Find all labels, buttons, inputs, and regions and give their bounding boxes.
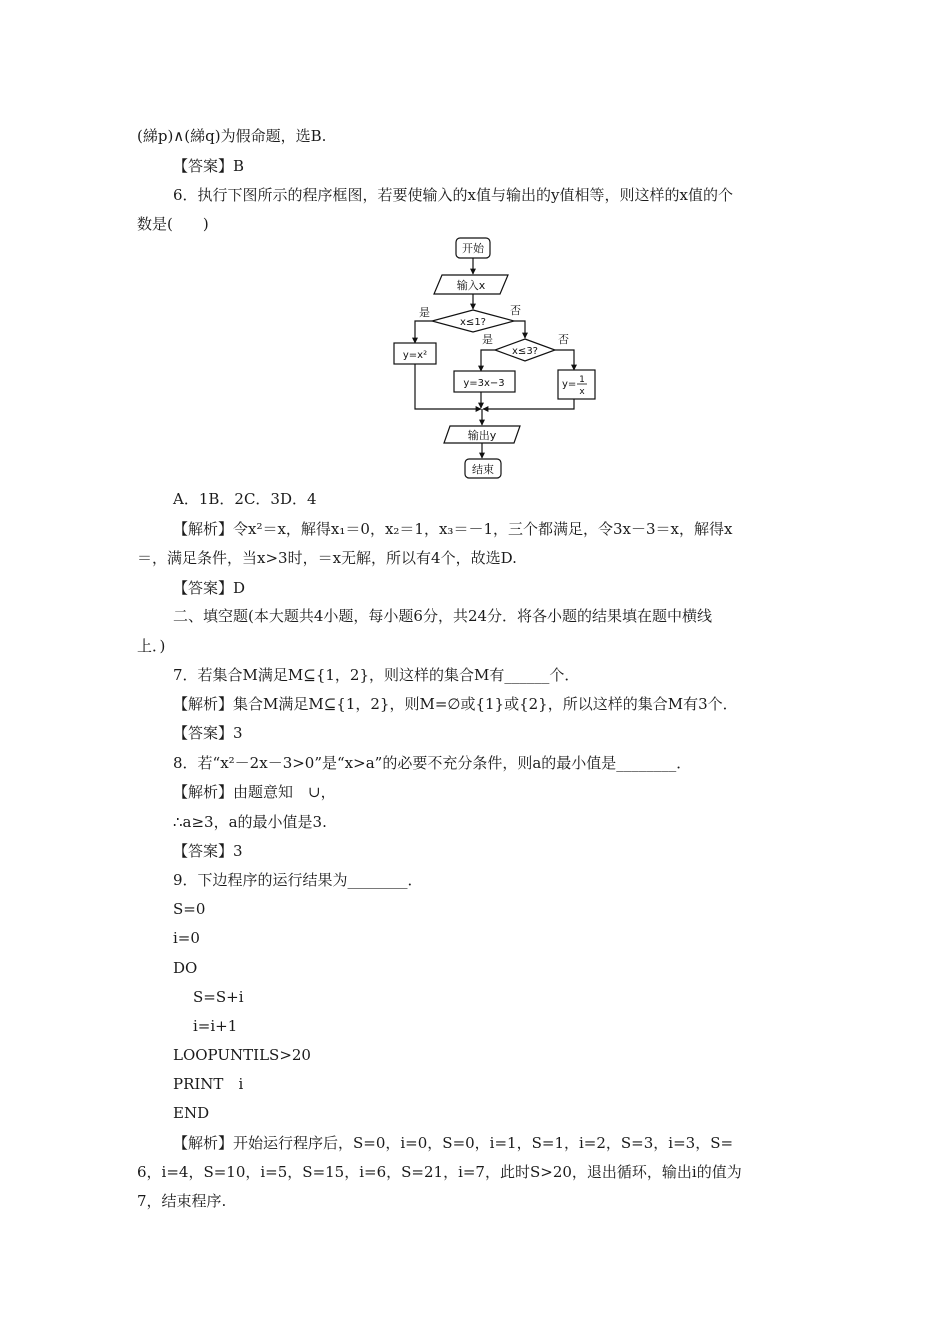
end-label: 结束: [472, 463, 494, 476]
code-line: LOOPUNTILS>20: [173, 1046, 311, 1064]
yes-label-2: 是: [482, 333, 493, 346]
process-3-numerator: 1: [579, 375, 585, 385]
answer-line: 【答案】D: [173, 579, 246, 597]
answer-line: 【答案】3: [173, 724, 243, 742]
code-line: S=S+i: [193, 988, 244, 1006]
decision-2-label: x≤3?: [512, 346, 538, 357]
no-label-1: 否: [510, 304, 521, 317]
process-3-denominator: x: [579, 387, 585, 397]
question-7: 7．若集合M满足M⊆{1，2}，则这样的集合M有______个．: [173, 666, 580, 684]
analysis-9: 【解析】开始运行程序后，S=0，i=0，S=0，i=1，S=1，i=2，S=3，i=3，S=: [173, 1134, 734, 1152]
decision-1-label: x≤1?: [460, 317, 486, 328]
code-line: S=0: [173, 900, 206, 918]
analysis-7: 【解析】集合M满足M⊆{1，2}，则M=∅或{1}或{2}，所以这样的集合M有3个．: [173, 695, 738, 713]
start-label: 开始: [462, 242, 484, 255]
section-heading: 二、填空题(本大题共4小题，每小题6分，共24分．将各小题的结果填在题中横线: [173, 607, 713, 625]
code-line: END: [173, 1104, 210, 1122]
answer-line: 【答案】3: [173, 842, 243, 860]
no-label-2: 否: [558, 333, 569, 346]
yes-label-1: 是: [419, 306, 430, 319]
analysis-8: 【解析】由题意知 ∪，: [173, 783, 336, 801]
analysis-9-continued: 6，i=4，S=10，i=5，S=15，i=6，S=21，i=7，此时S>20，退出循环，输出i的值为: [137, 1163, 742, 1181]
choices-line: A．1B．2C．3D．4: [173, 490, 317, 508]
process-2-label: y=3x−3: [463, 378, 505, 389]
question-6-continued: 数是( ): [137, 215, 209, 233]
analysis-8-continued: ∴a≥3，a的最小值是3.: [173, 813, 327, 831]
code-line: i=0: [173, 929, 200, 947]
code-line: i=i+1: [193, 1017, 238, 1035]
text-line: (綈p)∧(綈q)为假命题，选B.: [137, 127, 327, 145]
analysis-9-end: 7，结束程序.: [137, 1192, 227, 1210]
analysis-6: 【解析】令x²＝x，解得x₁＝0，x₂＝1，x₃＝－1，三个都满足，令3x－3＝x，解得x: [173, 520, 733, 538]
process-1-label: y=x²: [402, 350, 428, 361]
input-label: 输入x: [456, 279, 486, 292]
output-label: 输出y: [467, 429, 497, 442]
process-3-lhs: y=: [562, 379, 577, 390]
answer-line: 【答案】B: [173, 157, 245, 175]
code-line: DO: [173, 959, 198, 977]
question-6: 6．执行下图所示的程序框图，若要使输入的x值与输出的y值相等，则这样的x值的个: [173, 186, 733, 204]
code-line: PRINT i: [173, 1075, 244, 1093]
analysis-6-continued: ＝，满足条件，当x>3时，＝x无解，所以有4个，故选D.: [137, 549, 517, 567]
question-9: 9．下边程序的运行结果为________．: [173, 871, 423, 889]
question-8: 8．若“x²－2x－3>0”是“x>a”的必要不充分条件，则a的最小值是________．: [173, 754, 692, 772]
section-heading-continued: 上．): [137, 637, 166, 655]
program-flowchart: [385, 232, 610, 482]
